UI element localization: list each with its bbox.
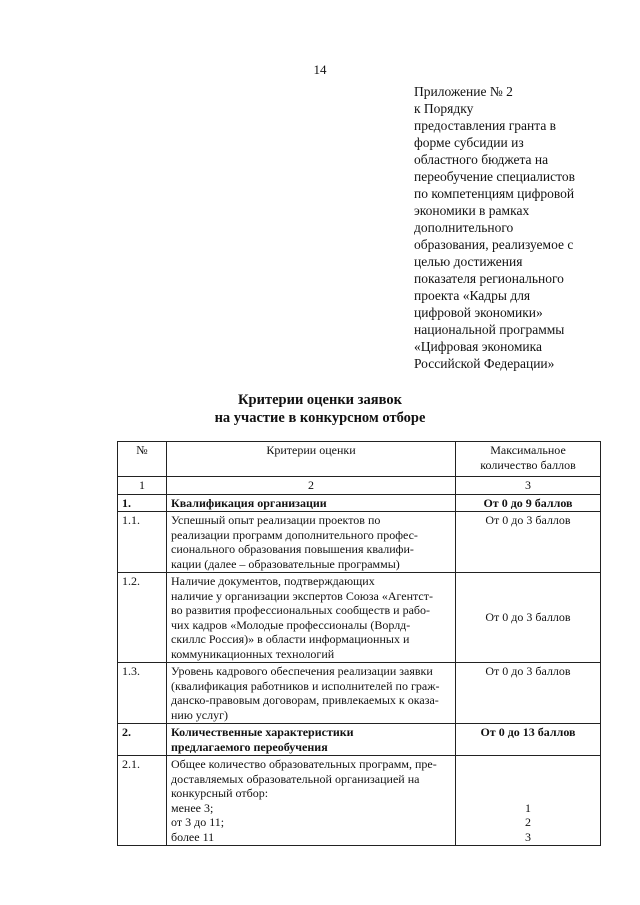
col-number: 1: [118, 477, 167, 495]
appendix-line: к Порядку: [414, 101, 474, 116]
appendix-line: дополнительного: [414, 220, 514, 235]
appendix-line: экономики в рамках: [414, 203, 530, 218]
appendix-line: переобучение специалистов: [414, 169, 575, 184]
criteria-line: наличие у организации экспертов Союза «Агентст-: [171, 588, 433, 603]
appendix-line: Приложение № 2: [414, 84, 513, 99]
appendix-line: Российской Федерации»: [414, 356, 555, 371]
criteria-line: скиллс Россия)» в области информационных и: [171, 632, 410, 646]
row-score: От 0 до 3 баллов: [456, 573, 601, 663]
document-title: [0, 391, 640, 427]
table-row: [118, 573, 601, 663]
criteria-line: кации (далее – образовательные программы): [171, 556, 400, 571]
table-header-row: [118, 442, 601, 477]
title-line-2: на участие в конкурсном отборе: [214, 410, 426, 426]
row-num: 1.: [118, 494, 167, 512]
criteria-line: чих кадров «Молодые профессионалы (Ворлд-: [171, 617, 411, 632]
row-score: От 0 до 13 баллов: [456, 724, 601, 756]
criteria-line: Общее количество образовательных программ, пре-: [171, 757, 437, 771]
header-num: №: [118, 442, 167, 477]
header-max-line: Максимальное: [490, 443, 566, 457]
appendix-line: форме субсидии из: [414, 135, 524, 150]
header-criteria: Критерии оценки: [167, 442, 456, 477]
criteria-line: Количественные характеристики: [171, 725, 354, 739]
row-criteria: [167, 494, 456, 512]
appendix-block: [414, 83, 614, 372]
criteria-line: доставляемых образовательной организацией на: [171, 771, 420, 786]
score-value: 3: [525, 829, 531, 844]
table-row: [118, 724, 601, 756]
criteria-line: нию услуг): [171, 707, 229, 722]
table-row: [118, 663, 601, 724]
criteria-table: [117, 441, 601, 846]
criteria-line: Уровень кадрового обеспечения реализации заявки: [171, 664, 433, 678]
row-criteria: [167, 573, 456, 663]
criteria-line: реализации программ дополнительного профес-: [171, 527, 418, 542]
criteria-line: Успешный опыт реализации проектов по: [171, 513, 381, 527]
appendix-line: национальной программы: [414, 322, 565, 337]
row-num: 1.2.: [118, 573, 167, 663]
appendix-line: целью достижения: [414, 254, 523, 269]
appendix-line: по компетенциям цифровой: [414, 186, 575, 201]
header-max-line: количество баллов: [480, 457, 576, 472]
page-number: 14: [313, 62, 327, 77]
column-numbers-row: [118, 477, 601, 495]
criteria-line: более 11: [171, 829, 215, 844]
appendix-line: «Цифровая экономика: [414, 339, 542, 354]
row-score-list: [456, 756, 601, 846]
col-number: 2: [167, 477, 456, 495]
row-criteria: [167, 512, 456, 573]
row-num: 1.1.: [118, 512, 167, 573]
row-num: 1.3.: [118, 663, 167, 724]
row-criteria: [167, 756, 456, 846]
title-line-1: Критерии оценки заявок: [238, 392, 402, 408]
row-score: От 0 до 3 баллов: [456, 663, 601, 724]
appendix-line: цифровой экономики»: [414, 305, 543, 320]
criteria-line: данско-правовым договорам, привлекаемых к оказа-: [171, 693, 439, 707]
row-criteria: [167, 663, 456, 724]
criteria-line: от 3 до 11;: [171, 815, 225, 829]
criteria-line: конкурсный отбор:: [171, 786, 269, 800]
criteria-line: коммуникационных технологий: [171, 646, 335, 661]
criteria-line: предлагаемого переобучения: [171, 739, 328, 754]
appendix-line: областного бюджета на: [414, 152, 549, 167]
header-max-score: [456, 442, 601, 477]
appendix-line: образования, реализуемое с: [414, 237, 574, 252]
table-row: [118, 756, 601, 846]
row-score: От 0 до 3 баллов: [456, 512, 601, 573]
row-criteria: [167, 724, 456, 756]
criteria-line: сионального образования повышения квалифи-: [171, 542, 414, 556]
criteria-line: менее 3;: [171, 800, 214, 815]
appendix-line: предоставления гранта в: [414, 118, 557, 133]
score-value: 1: [525, 800, 531, 815]
appendix-line: показателя регионального: [414, 271, 564, 286]
table-row: [118, 494, 601, 512]
col-number: 3: [456, 477, 601, 495]
table-row: [118, 512, 601, 573]
row-num: 2.1.: [118, 756, 167, 846]
row-score: От 0 до 9 баллов: [456, 494, 601, 512]
criteria-line: Наличие документов, подтверждающих: [171, 574, 375, 588]
criteria-line: во развития профессиональных сообществ и рабо-: [171, 603, 431, 617]
criteria-line: Квалификация организации: [171, 495, 327, 510]
score-value: 2: [525, 815, 531, 829]
row-num: 2.: [118, 724, 167, 756]
criteria-line: (квалификация работников и исполнителей по граж-: [171, 678, 440, 693]
appendix-line: проекта «Кадры для: [414, 288, 531, 303]
